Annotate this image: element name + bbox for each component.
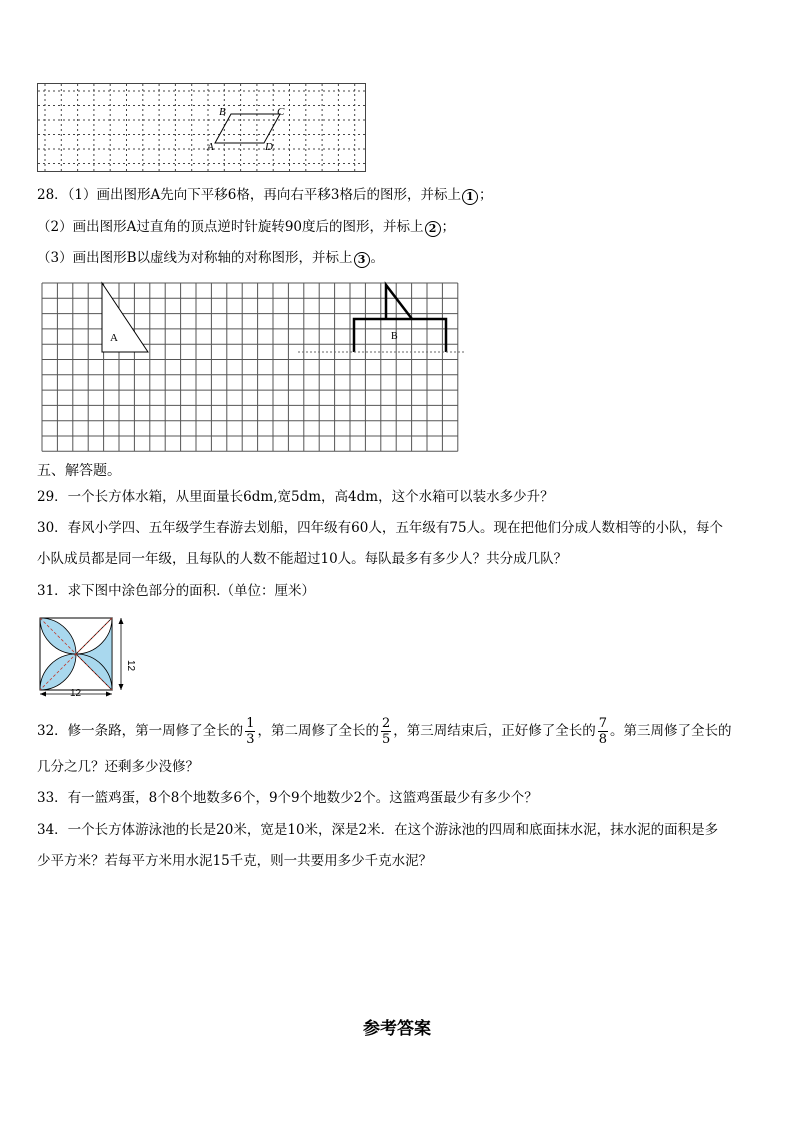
- q28-part2: [37, 218, 455, 237]
- q34-line1: 34．一个长方体游泳池的长是20米，宽是10米，深是2米．在这个游泳池的四周和底面抹水泥，抹水泥的面积是多: [37, 822, 719, 838]
- fraction-numerator: 1: [246, 716, 255, 731]
- shape-b-outline: [354, 319, 446, 352]
- circled-mark-2: 2: [425, 221, 441, 237]
- q28-part1: [37, 186, 492, 205]
- q32-text-c: ，第三周结束后，正好修了全长的: [393, 723, 596, 739]
- side-dimension-label: 12: [125, 660, 136, 672]
- vertex-label-b: B: [219, 106, 226, 118]
- q34-line2: 少平方米？若每平方米用水泥15千克，则一共要用多少千克水泥？: [37, 853, 433, 869]
- section-5-title: 五、解答题。: [37, 463, 121, 479]
- answer-section-title: 参考答案: [363, 1019, 431, 1039]
- q29-text: 29．一个长方体水箱，从里面量长6dm,宽5dm，高4dm，这个水箱可以装水多少升？: [37, 489, 554, 505]
- shape-a-triangle: [102, 283, 148, 352]
- fraction-seven-eighths: [598, 716, 608, 747]
- q30-line1: 30．春风小学四、五年级学生春游去划船，四年级有60人，五年级有75人。现在把他们分成人数相等的小队，每个: [37, 520, 724, 536]
- q28-part3-text: （3）画出图形B以虚线为对称轴的对称图形，并标上: [37, 250, 353, 266]
- q32-text-d: 。第三周修了全长的: [610, 723, 732, 739]
- fraction-denominator: 5: [381, 732, 391, 747]
- bottom-dimension-label: 12: [70, 688, 82, 699]
- q28-part1-end: ；: [478, 187, 493, 203]
- fraction-numerator: 7: [598, 716, 608, 731]
- shape-b-label: B: [391, 331, 398, 342]
- q31-text: 31．求下图中涂色部分的面积.（单位：厘米）: [37, 583, 315, 599]
- q30-line2: 小队成员都是同一年级，且每队的人数不能超过10人。每队最多有多少人？共分成几队？: [37, 551, 568, 567]
- circled-mark-3: 3: [354, 252, 370, 268]
- fraction-denominator: 3: [246, 732, 255, 747]
- q28-part1-text: 28．（1）画出图形A先向下平移6格，再向右平移3格后的图形，并标上: [37, 187, 461, 203]
- q32-line2: 几分之几？还剩多少没修？: [37, 759, 199, 775]
- transformation-grid-figure: [40, 281, 466, 457]
- q32-text-b: ，第二周修了全长的: [257, 723, 379, 739]
- vertex-label-c: C: [277, 106, 285, 118]
- q28-part2-text: （2）画出图形A过直角的顶点逆时针旋转90度后的图形，并标上: [37, 219, 424, 235]
- vertex-label-a: A: [207, 141, 214, 153]
- q32-text-a: 32．修一条路，第一周修了全长的: [37, 723, 244, 739]
- fraction-denominator: 8: [598, 732, 608, 747]
- q28-part2-end: ；: [441, 219, 456, 235]
- q28-part3: [37, 249, 384, 268]
- fraction-two-fifths: [381, 716, 391, 747]
- parallelogram-grid-figure: [37, 83, 367, 173]
- q28-part3-end: 。: [370, 250, 385, 266]
- fraction-one-third: [245, 716, 255, 747]
- parallelogram-abcd: [215, 114, 280, 143]
- vertex-label-d: D: [265, 141, 273, 153]
- q33-text: 33．有一篮鸡蛋，8个8个地数多6个，9个9个地数少2个。这篮鸡蛋最少有多少个？: [37, 790, 538, 806]
- fraction-numerator: 2: [381, 716, 391, 731]
- circled-mark-1: 1: [462, 189, 478, 205]
- q32-line1: [37, 714, 732, 748]
- shape-a-label: A: [110, 332, 118, 344]
- shaded-square-figure: [36, 614, 136, 700]
